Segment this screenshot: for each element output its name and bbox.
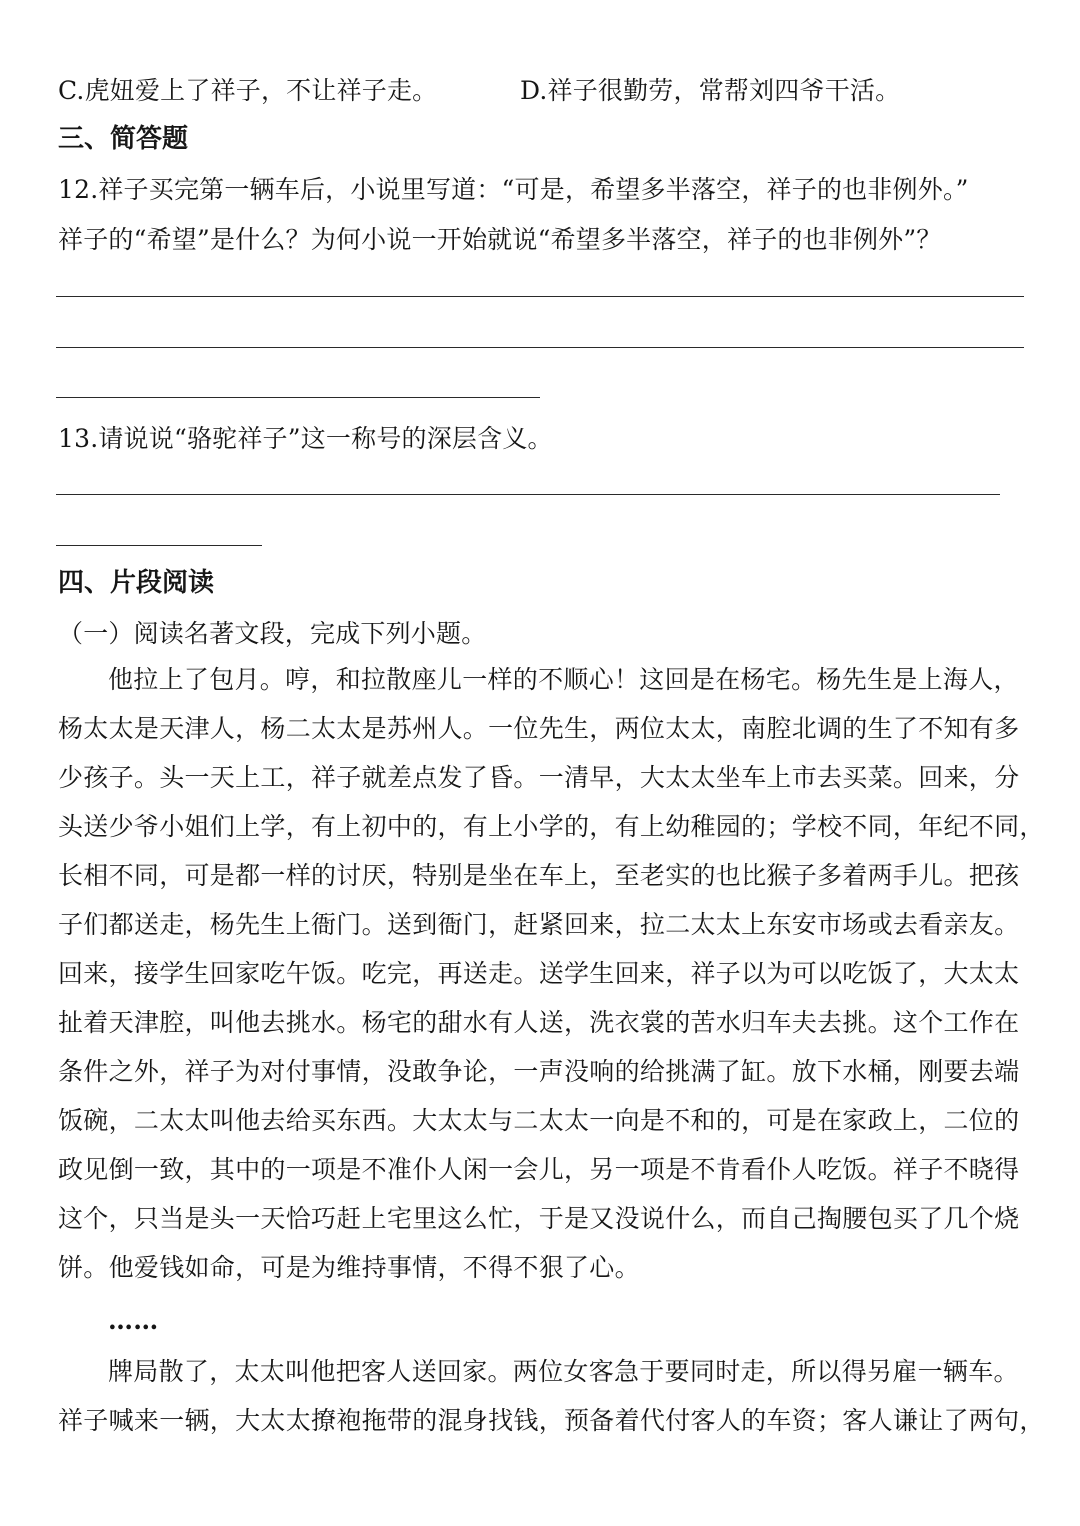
passage-line: 祥子喊来一辆，大太太撩袍拖带的混身找钱，预备着代付客人的车资；客人谦让了两句， (58, 1406, 1045, 1435)
passage-line: 饼。他爱钱如命，可是为维持事情，不得不狠了心。 (58, 1253, 640, 1282)
answer-line-q12-2[interactable] (56, 347, 1024, 348)
answer-line-q12-1[interactable] (56, 296, 1024, 297)
q12-line2: 祥子的“希望”是什么？为何小说一开始就说“希望多半落空，祥子的也非例外”？ (58, 225, 942, 254)
section4-title: 四、片段阅读 (58, 568, 215, 598)
passage-line: 扯着天津腔，叫他去挑水。杨宅的甜水有人送，洗衣裳的苦水归车夫去挑。这个工作在 (58, 1008, 1020, 1037)
passage-line: 牌局散了，太太叫他把客人送回家。两位女客急于要同时走，所以得另雇一辆车。 (108, 1357, 1019, 1386)
option-c: C.虎妞爱上了祥子，不让祥子走。 (58, 76, 438, 105)
passage-line: 回来，接学生回家吃午饭。吃完，再送走。送学生回来，祥子以为可以吃饭了，大太太 (58, 959, 1020, 988)
passage-line: 政见倒一致，其中的一项是不准仆人闲一会儿，另一项是不肯看仆人吃饭。祥子不晓得 (58, 1155, 1020, 1184)
passage-line: 条件之外，祥子为对付事情，没敢争论，一声没响的给挑满了缸。放下水桶，刚要去端 (58, 1057, 1020, 1086)
passage-line: 这个，只当是头一天恰巧赶上宅里这么忙，于是又没说什么，而自己掏腰包买了几个烧 (58, 1204, 1020, 1233)
passage-1 (58, 655, 1045, 1292)
passage-line: 头送少爷小姐们上学，有上初中的，有上小学的，有上幼稚园的；学校不同，年纪不同， (58, 812, 1045, 841)
passage-2 (58, 1347, 1045, 1445)
passage-line: 子们都送走，杨先生上衙门。送到衙门，赶紧回来，拉二太太上东安市场或去看亲友。 (58, 910, 1020, 939)
passage-line: 少孩子。头一天上工，祥子就差点发了昏。一清早，大太太坐车上市去买菜。回来，分 (58, 763, 1020, 792)
q12-line1: 12.祥子买完第一辆车后，小说里写道：“可是，希望多半落空，祥子的也非例外。” (58, 175, 969, 204)
passage-line: 饭碗，二太太叫他去给买东西。大太太与二太太一向是不和的，可是在家政上，二位的 (58, 1106, 1020, 1135)
answer-line-q12-3[interactable] (56, 397, 540, 398)
section4-sub: （一）阅读名著文段，完成下列小题。 (58, 619, 487, 648)
answer-line-q13-2[interactable] (56, 545, 262, 546)
section3-title: 三、简答题 (58, 124, 189, 154)
passage-line: 长相不同，可是都一样的讨厌，特别是坐在车上，至老实的也比猴子多着两手儿。把孩 (58, 861, 1020, 890)
passage-line: 杨太太是天津人，杨二太太是苏州人。一位先生，两位太太，南腔北调的生了不知有多 (58, 714, 1020, 743)
passage-line: 他拉上了包月。哼，和拉散座儿一样的不顺心！这回是在杨宅。杨先生是上海人， (108, 665, 1019, 694)
option-d: D.祥子很勤劳，常帮刘四爷干活。 (520, 76, 901, 105)
answer-line-q13-1[interactable] (56, 494, 1000, 495)
q13: 13.请说说“骆驼祥子”这一称号的深层含义。 (58, 424, 553, 453)
ellipsis: …… (108, 1306, 159, 1335)
